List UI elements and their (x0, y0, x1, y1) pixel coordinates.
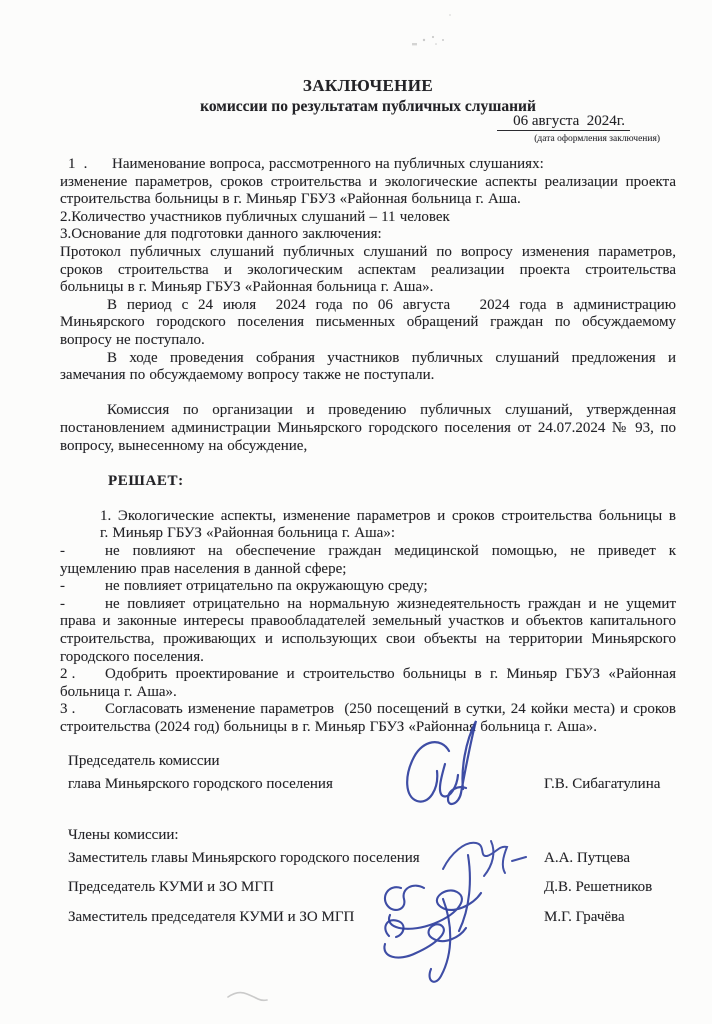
member-title: Председатель КУМИ и ЗО МГП (68, 879, 274, 895)
date-value: 06 августа 2024г. (497, 113, 630, 131)
list-marker: 2 . (60, 666, 76, 683)
text-line: сроков строительства и экологическим аспектам реализации проекта строительства (60, 261, 676, 278)
text-line: 1 . Наименование вопроса, рассмотренного на публичных слушаниях: (68, 156, 544, 172)
member-title: Заместитель главы Миньярского городского поселения (68, 850, 420, 866)
text-line: В ходе проведения собрания участников публичных слушаний предложения и (107, 349, 676, 366)
text-line: Комиссия по организации и проведению публичных слушаний, утвержденная (107, 402, 676, 419)
spacer (68, 796, 676, 824)
document-subtitle: комиссии по результатам публичных слушаний (200, 98, 536, 115)
text-line: 2 . Одобрить проектирование и строительство больницы в г. Миньяр ГБУЗ «Районная (60, 666, 676, 683)
text-line: больница г. Аша». (60, 683, 177, 700)
text-line: изменение параметров, сроков строительства и экологические аспекты реализации проекта (60, 173, 676, 190)
pencil-smudge-bottom (228, 993, 267, 1001)
signature-row (68, 906, 676, 929)
text-line: ущемлению прав населения в данной сфере; (60, 560, 347, 577)
signatory-name: М.Г. Грачёва (544, 909, 625, 925)
text-line: В период с 24 июля 2024 года по 06 августа 2024 года в администрацию (107, 296, 676, 313)
text-line: больницы в г. Миньяр ГБУЗ «Районная больница г. Аша». (60, 279, 434, 296)
document-body (60, 156, 676, 737)
signature-block (68, 750, 676, 929)
text-line: - не повлияет отрицательно па окружающую среду; (60, 578, 428, 595)
text-line: - не повлияет отрицательно на нормальную жизнедеятельность граждан и не ущемит (60, 595, 676, 612)
list-marker: 1 . (68, 156, 90, 172)
list-marker: 3 . (60, 701, 76, 718)
text-line: права и законные интересы правообладателей земельный участков и объектов капитального (60, 613, 676, 630)
list-marker: - (60, 595, 65, 612)
blank-line (60, 385, 676, 403)
text-line: РЕШАЕТ: (108, 472, 184, 489)
spacer (68, 899, 676, 906)
text-line: 3.Основание для подготовки данного заключения: (60, 226, 382, 243)
list-marker: - (60, 578, 65, 595)
members-heading: Члены комиссии: (68, 827, 179, 843)
text-line: 3 . Согласовать изменение параметров (250 посещений в сутки, 24 койки места) и сроков (60, 701, 676, 718)
text-line: вопросу не поступало. (60, 331, 205, 348)
text-line: городского поселения. (60, 648, 204, 665)
signatory-name: Д.В. Решетников (544, 879, 653, 895)
blank-line (60, 490, 676, 508)
list-marker: - (60, 543, 65, 560)
text-line: постановлением администрации Миньярского городского поселения от 24.07.2024 № 93, по (60, 419, 676, 436)
signature-row (68, 847, 676, 870)
signatory-name: Г.В. Сибагатулина (544, 776, 661, 792)
chair-title-line1: Председатель комиссии (68, 753, 220, 769)
date-line (497, 113, 630, 131)
text-line: Протокол публичных слушаний публичных слушаний по вопросу изменения параметров, (60, 243, 676, 260)
signatory-name: А.А. Путцева (544, 850, 631, 866)
chair-title-line2: глава Миньярского городского поселения (68, 776, 333, 792)
text-line: - не повлияют на обеспечение граждан медицинской помощью, не приведет к (60, 543, 676, 560)
signature-row (68, 773, 676, 796)
text-line: вопросу, вынесенному на обсуждение, (60, 437, 308, 454)
text-line: 2.Количество участников публичных слушаний – 11 человек (60, 208, 450, 225)
text-line: строительства больницы в г. Миньяр ГБУЗ «Районная больница г. Аша. (60, 191, 521, 208)
signature-row (68, 876, 676, 899)
member-title: Заместитель председателя КУМИ и ЗО МГП (68, 909, 355, 925)
text-line: замечания по обсуждаемому вопросу также не поступали. (60, 367, 435, 384)
pencil-smudge-top (412, 14, 451, 45)
text-line: строительства (2024 год) больницы в г. Миньяр ГБУЗ «Районная больница г. Аша». (60, 719, 598, 735)
text-line: Миньярского городского поселения письменных обращений граждан по обсуждаемому (60, 314, 676, 331)
date-caption: (дата оформления заключения) (534, 134, 660, 144)
text-line: г. Миньяр ГБУЗ «Районная больница г. Аша»: (100, 525, 395, 542)
document-title: ЗАКЛЮЧЕНИЕ (302, 76, 434, 95)
document-header (60, 76, 676, 116)
blank-line (60, 455, 676, 473)
text-line: 1. Экологические аспекты, изменение параметров и сроков строительства больницы в (100, 507, 676, 524)
text-line: строительства, проживающих и использующих свои объекты на территории Миньярского (60, 631, 676, 648)
